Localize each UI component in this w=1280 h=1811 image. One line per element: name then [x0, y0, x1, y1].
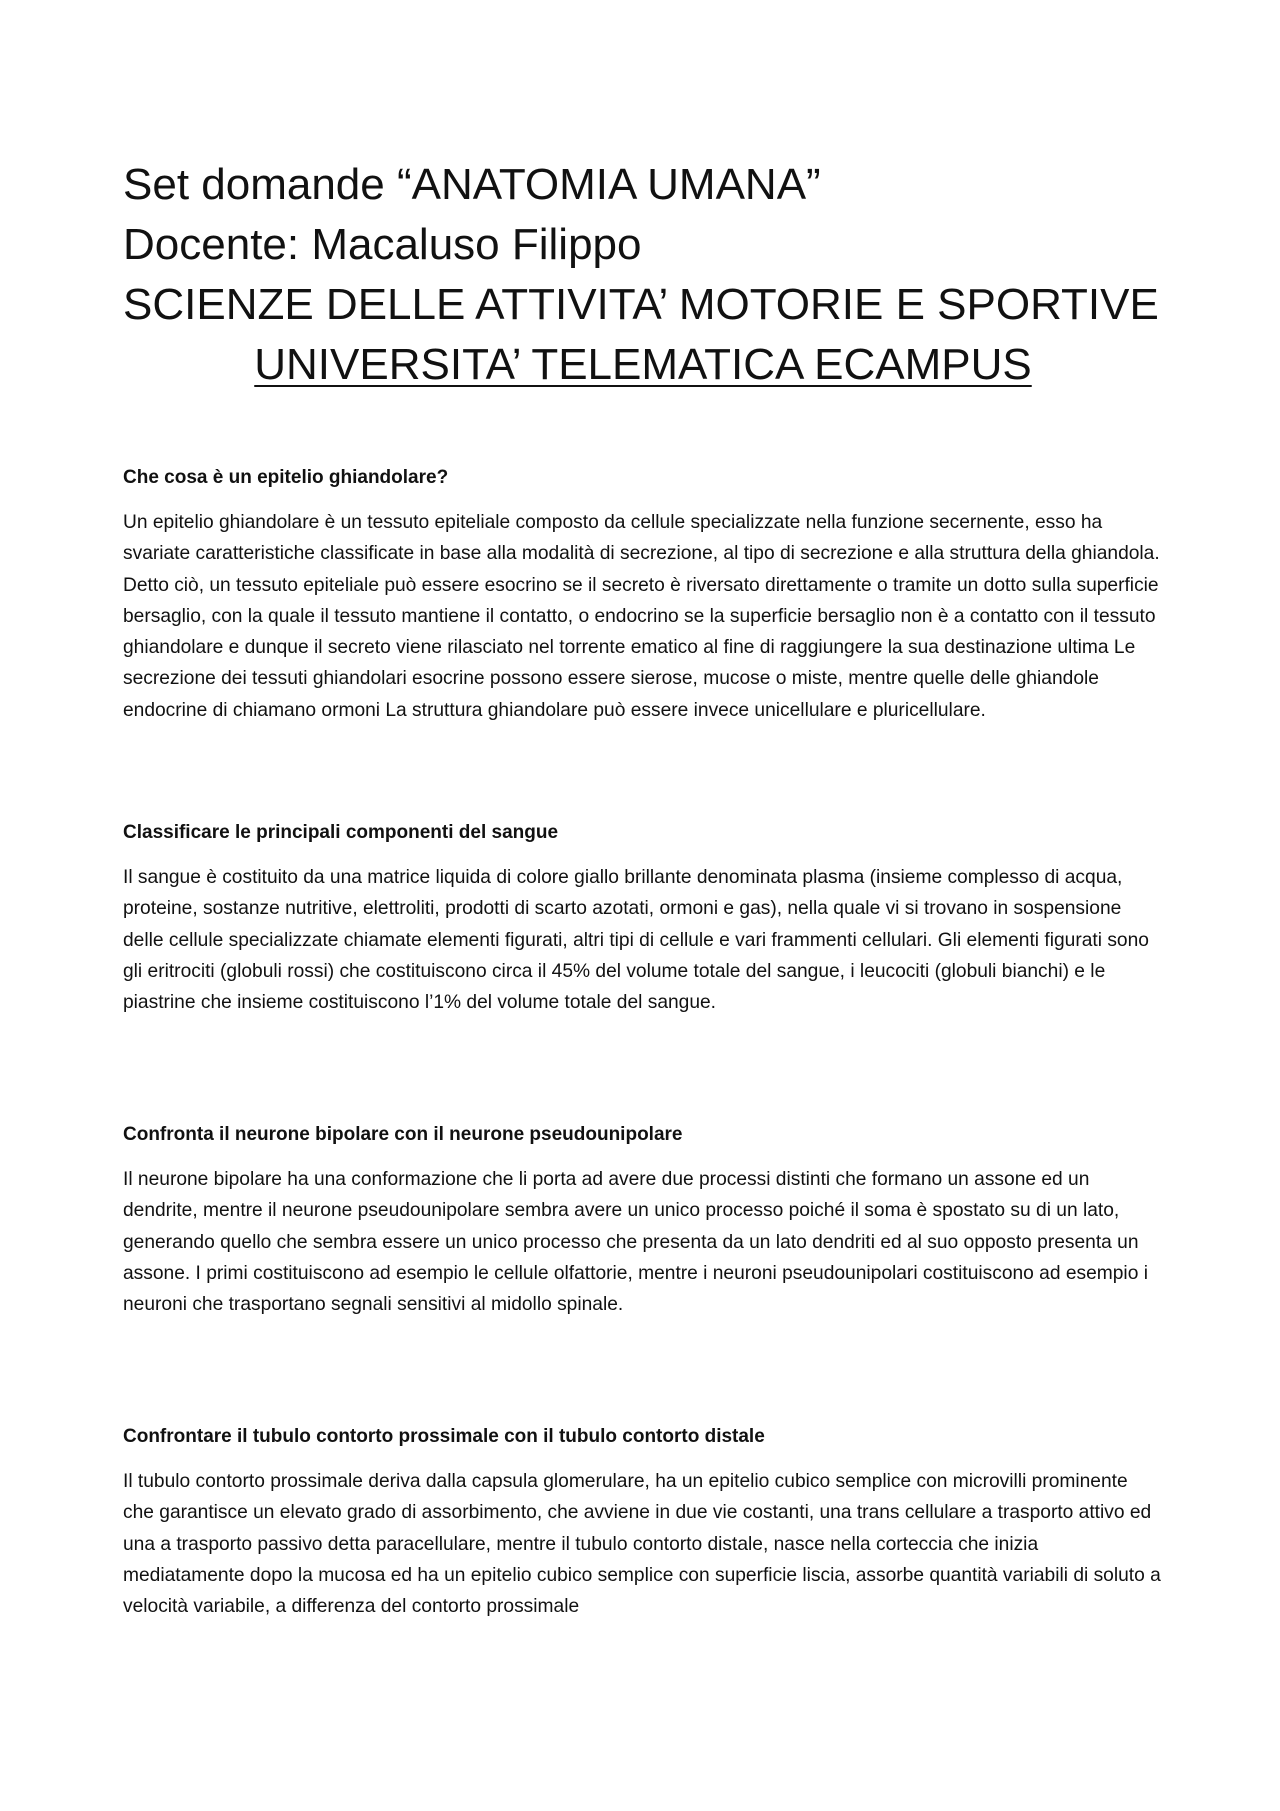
course-line: SCIENZE DELLE ATTIVITA’ MOTORIE E SPORTIVE [123, 280, 1159, 329]
document-title: Set domande “ANATOMIA UMANA” [123, 160, 821, 209]
qa-section-neurone [123, 1122, 1163, 1320]
question-heading: Classificare le principali componenti del sangue [123, 822, 559, 843]
document-page [123, 155, 1163, 1618]
teacher-line: Docente: Macaluso Filippo [123, 220, 642, 269]
answer-paragraph: Il neurone bipolare ha una conformazione che li porta ad avere due processi distinti che formano un assone ed un dendrite, mentre il neurone pseudounipolare sembra avere un unico processo poiché il soma è spostato su di un lato, generando quello che sembra essere un unico processo che presenta da un lato dendriti ed al suo opposto presenta un assone. I primi costituiscono ad esempio le cellule olfattorie, mentre i neuroni pseudounipolari costituiscono ad esempio i neuroni che trasportano segnali sensitivi al midollo spinale. [123, 1169, 1148, 1316]
answer-paragraph: Il tubulo contorto prossimale deriva dalla capsula glomerulare, ha un epitelio cubico semplice con microvilli prominente che garantisce un elevato grado di assorbimento, che avviene in due vie costanti, una trans cellulare a trasporto attivo ed una a trasporto passivo detta paracellulare, mentre il tubulo contorto distale, nasce nella corteccia che inizia mediatamente dopo la mucosa ed ha un epitelio cubico semplice con superficie liscia, assorbe quantità variabili di soluto a velocità variabile, a differenza del contorto prossimale [123, 1471, 1161, 1618]
answer-paragraph: Il sangue è costituito da una matrice liquida di colore giallo brillante denominata plasma (insieme complesso di acqua, proteine, sostanze nutritive, elettroliti, prodotti di scarto azotati, ormoni e gas), nella quale vi si trovano in sospensione delle cellule specializzate chiamate elementi figurati, altri tipi di cellule e vari frammenti cellulari. Gli elementi figurati sono gli eritrociti (globuli rossi) che costituiscono circa il 45% del volume totale del sangue, i leucociti (globuli bianchi) e le piastrine che insieme costituiscono l’1% del volume totale del sangue. [123, 867, 1149, 1014]
question-heading: Confrontare il tubulo contorto prossimale con il tubulo contorto distale [123, 1426, 765, 1447]
answer-paragraph: Un epitelio ghiandolare è un tessuto epiteliale composto da cellule specializzate nella funzione secernente, esso ha svariate caratteristiche classificate in base alla modalità di secrezione, al tipo di secrezione e alla struttura della ghiandola. Detto ciò, un tessuto epiteliale può essere esocrino se il secreto è riversato direttamente o tramite un dotto sulla superficie bersaglio, con la quale il tessuto mantiene il contatto, o endocrino se la superficie bersaglio non è a contatto con il tessuto ghiandolare e dunque il secreto viene rilasciato nel torrente ematico al fine di raggiungere la sua destinazione ultima Le secrezione dei tessuti ghiandolari esocrine possono essere sierose, mucose o miste, mentre quelle delle ghiandole endocrine di chiamano ormoni La struttura ghiandolare può essere invece unicellulare e pluricellulare. [123, 512, 1160, 721]
qa-section-tubulo [123, 1424, 1163, 1622]
question-heading: Che cosa è un epitelio ghiandolare? [123, 467, 449, 488]
question-heading: Confronta il neurone bipolare con il neurone pseudounipolare [123, 1124, 683, 1145]
qa-section-epitelio [123, 465, 1163, 726]
qa-section-sangue [123, 820, 1163, 1018]
university-line: UNIVERSITA’ TELEMATICA ECAMPUS [254, 340, 1032, 389]
